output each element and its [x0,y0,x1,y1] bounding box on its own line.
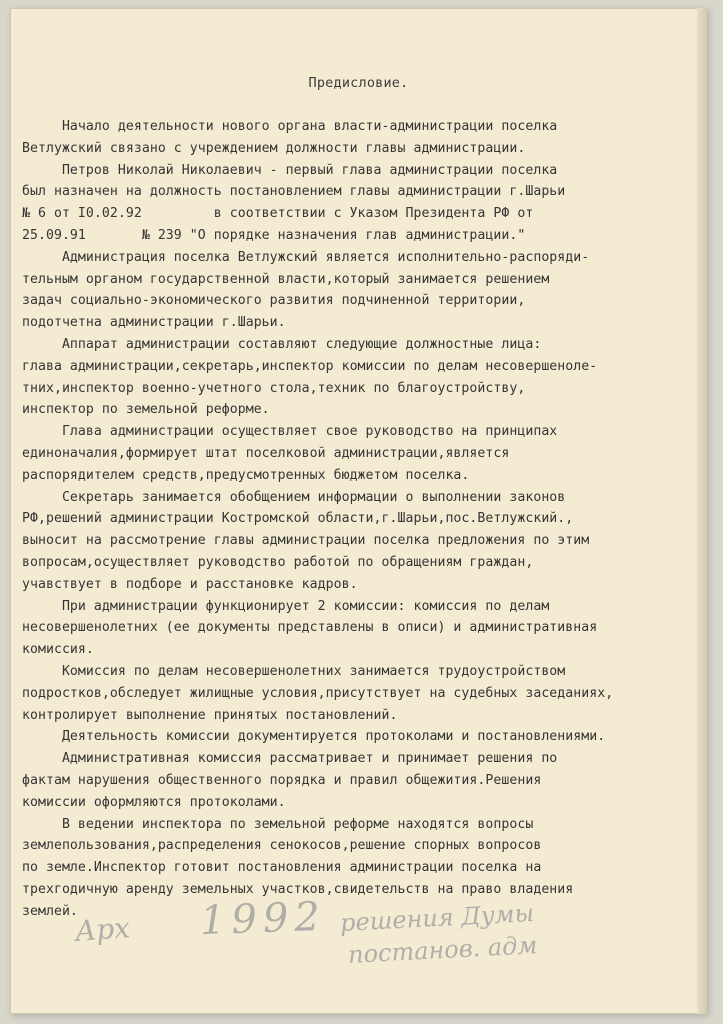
text-line: РФ,решений администрации Костромской области,г.Шарьи,пос.Ветлужский., [22,511,574,527]
text-line: Комиссия по делам несовершенолетних занимается трудоустройством [22,663,566,679]
text-line: несовершенолетних (ее документы представлены в описи) и административная [22,620,598,636]
handwritten-year: 1992 [199,893,327,945]
text-line: Аппарат администрации составляют следующие должностные лица: [22,336,542,352]
handwritten-note: постанов. адм [347,931,538,969]
text-line: комиссия. [22,642,94,658]
text-line: распорядителем средств,предусмотренных бюджетом поселка. [22,467,470,483]
text-line: подотчетна администрации г.Шарьи. [22,315,286,331]
text-line: по земле.Инспектор готовит постановления администрации поселка на [22,860,542,876]
text-line: фактам нарушения общественного порядка и правил общежития.Решения [22,772,542,788]
text-line: выносит на рассмотрение главы администрации поселка предложения по этим [22,533,590,549]
text-line: тних,инспектор военно-учетного стола,техник по благоустройству, [22,380,526,396]
document-title: Предисловие. [308,75,409,91]
text-line: землепользования,распределения сенокосов,решение спорных вопросов [22,838,542,854]
handwritten-note: решения Думы [339,898,535,938]
text-line: учавствует в подборе и расстановке кадров. [22,576,358,592]
text-line: вопросам,осуществляет руководство работой по обращениям граждан, [22,554,534,570]
text-line: землей. [22,903,78,919]
text-line: тельным органом государственной власти,который занимается решением [22,271,550,287]
document-page [10,8,707,1014]
text-line: контролирует выполнение принятых постановлений. [22,707,398,723]
text-line: глава администрации,секретарь,инспектор комиссии по делам несовершеноле- [22,358,598,374]
text-line: трехгодичную аренду земельных участков,свидетельств на право владения [22,881,574,897]
text-line: Ветлужский связано с учреждением должности главы администрации. [22,140,526,156]
text-line: Деятельность комиссии документируется протоколами и постановлениями. [22,729,606,745]
text-line: № 6 от I0.02.92 в соответствии с Указом Президента РФ от [22,206,534,222]
text-line: Администрация поселка Ветлужский является исполнительно-распоряди- [22,249,590,265]
text-line: В ведении инспектора по земельной реформе находятся вопросы [22,816,534,832]
text-line: подростков,обследует жилищные условия,присутствует на судебных заседаниях, [22,685,614,701]
text-line: комиссии оформляются протоколами. [22,794,286,810]
document-body [22,116,702,922]
text-line: инспектор по земельной реформе. [22,402,270,418]
text-line: единоначалия,формирует штат поселковой администрации,является [22,445,510,461]
handwritten-note: Арх [73,911,132,948]
text-line: 25.09.91 № 239 "О порядке назначения глав администрации." [22,227,526,243]
text-line: Административная комиссия рассматривает и принимает решения по [22,751,558,767]
text-line: Начало деятельности нового органа власти-администрации поселка [22,119,558,134]
text-line: Секретарь занимается обобщением информации о выполнении законов [22,489,566,505]
text-line: Глава администрации осуществляет свое руководство на принципах [22,424,558,440]
text-line: задач социально-экономического развития подчиненной территории, [22,293,526,309]
text-line: При администрации функционирует 2 комиссии: комиссия по делам [22,598,550,614]
text-line: Петров Николай Николаевич - первый глава администрации поселка [22,162,558,178]
text-line: был назначен на должность постановлением главы администрации г.Шарьи [22,184,566,200]
